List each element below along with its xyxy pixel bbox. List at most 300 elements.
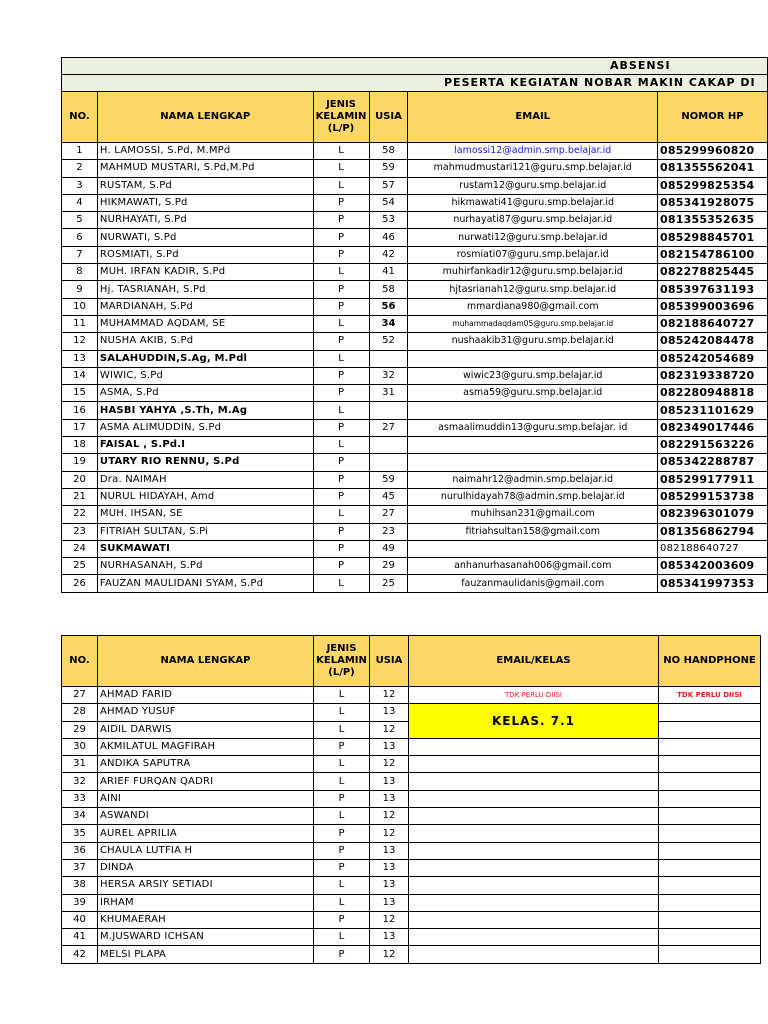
header-no: NO.: [62, 92, 98, 143]
row-no: 37: [62, 859, 98, 876]
row-phone: [659, 721, 761, 738]
table-row: [62, 488, 768, 505]
row-gender: P: [313, 488, 369, 505]
table-row: [62, 264, 768, 281]
row-phone: 085341997353: [658, 575, 768, 592]
sheet-subtitle: PESERTA KEGIATAN NOBAR MAKIN CAKAP DI: [62, 75, 768, 92]
row-email: nurhayati87@guru.smp.belajar.id: [408, 212, 658, 229]
header-no: NO.: [62, 636, 98, 687]
row-phone: [659, 877, 761, 894]
row-name: MUH. IHSAN, SE: [97, 506, 313, 523]
header-hp: NOMOR HP: [658, 92, 768, 143]
row-name: HIKMAWATI, S.Pd: [97, 194, 313, 211]
row-name: FITRIAH SULTAN, S.Pi: [97, 523, 313, 540]
row-phone: 082319338720: [658, 367, 768, 384]
row-email: muhammadaqdam05@guru.smp.belajar.id: [408, 315, 658, 332]
row-age: 12: [370, 808, 409, 825]
row-phone: 085342288787: [658, 454, 768, 471]
row-email: mmardiana980@gmail.com: [408, 298, 658, 315]
row-age: 13: [370, 894, 409, 911]
header-usia: USIA: [370, 636, 409, 687]
table-row: [62, 575, 768, 592]
row-age: 13: [370, 790, 409, 807]
row-gender: L: [314, 721, 370, 738]
row-no: 29: [62, 721, 98, 738]
row-age: 42: [369, 246, 408, 263]
row-phone: [659, 773, 761, 790]
row-phone: 082154786100: [658, 246, 768, 263]
table-row: [62, 229, 768, 246]
row-no: 1: [62, 143, 98, 160]
row-phone: 085399003696: [658, 298, 768, 315]
row-name: ASMA ALIMUDDIN, S.Pd: [97, 419, 313, 436]
row-age: 12: [370, 825, 409, 842]
table-row: [62, 506, 768, 523]
row-phone: [659, 825, 761, 842]
table-row: [62, 859, 761, 876]
row-name: DINDA: [98, 859, 314, 876]
row-email: [408, 437, 658, 454]
table-row: [62, 894, 761, 911]
table-row: [62, 825, 761, 842]
row-no: 42: [62, 946, 98, 963]
row-no: 19: [62, 454, 98, 471]
row-email: hjtasrianah12@guru.smp.belajar.id: [408, 281, 658, 298]
row-no: 36: [62, 842, 98, 859]
row-no: 6: [62, 229, 98, 246]
row-age: 54: [369, 194, 408, 211]
table-row: [62, 454, 768, 471]
row-age: 53: [369, 212, 408, 229]
row-phone: [659, 894, 761, 911]
row-email: naimahr12@admin.smp.belajar.id: [408, 471, 658, 488]
table-row: [62, 177, 768, 194]
row-gender: P: [313, 212, 369, 229]
row-email: [408, 350, 658, 367]
row-gender: P: [314, 911, 370, 928]
row-phone: 085299960820: [658, 143, 768, 160]
row-gender: P: [313, 540, 369, 557]
table-row: [62, 790, 761, 807]
row-gender: L: [314, 756, 370, 773]
table-row: [62, 333, 768, 350]
table-row: [62, 842, 761, 859]
row-no: 24: [62, 540, 98, 557]
row-gender: P: [313, 194, 369, 211]
row-age: 59: [369, 160, 408, 177]
row-gender: L: [313, 437, 369, 454]
row-email: muhihsan231@gmail.com: [408, 506, 658, 523]
table-row: [62, 738, 761, 755]
table-row: [62, 315, 768, 332]
table-row: [62, 419, 768, 436]
attendance-table-students: [61, 635, 761, 964]
row-phone: 082280948818: [658, 385, 768, 402]
row-no: 25: [62, 558, 98, 575]
row-name: HERSA ARSIY SETIADI: [98, 877, 314, 894]
row-phone: 082278825445: [658, 264, 768, 281]
row-age: 52: [369, 333, 408, 350]
row-no: 39: [62, 894, 98, 911]
row-email: asmaalimuddin13@guru.smp.belajar. id: [408, 419, 658, 436]
row-phone: 085299825354: [658, 177, 768, 194]
row-email: [408, 402, 658, 419]
header-nama: NAMA LENGKAP: [97, 92, 313, 143]
row-age: 59: [369, 471, 408, 488]
row-phone: 082291563226: [658, 437, 768, 454]
row-no: 11: [62, 315, 98, 332]
row-phone: 082188640727: [658, 540, 768, 557]
row-age: 13: [370, 738, 409, 755]
row-phone: 085397631193: [658, 281, 768, 298]
table-row: [62, 367, 768, 384]
row-age: 34: [369, 315, 408, 332]
row-age: 12: [370, 911, 409, 928]
row-age: 57: [369, 177, 408, 194]
row-gender: L: [313, 177, 369, 194]
row-phone: [659, 704, 761, 721]
row-name: NURUL HIDAYAH, Amd: [97, 488, 313, 505]
row-name: NUSHA AKIB, S.Pd: [97, 333, 313, 350]
sheet-title: ABSENSI: [62, 58, 768, 75]
row-no: 21: [62, 488, 98, 505]
row-age: 58: [369, 281, 408, 298]
table-row: [62, 558, 768, 575]
table-row: [62, 281, 768, 298]
row-name: H. LAMOSSI, S.Pd, M.MPd: [97, 143, 313, 160]
student-sheet: [61, 635, 761, 964]
table-row: [62, 471, 768, 488]
row-age: 13: [370, 773, 409, 790]
row-no: 38: [62, 877, 98, 894]
row-gender: L: [313, 264, 369, 281]
row-phone: 085298845701: [658, 229, 768, 246]
row-gender: P: [313, 281, 369, 298]
row-gender: P: [313, 367, 369, 384]
row-gender: P: [314, 738, 370, 755]
row-age: 56: [369, 298, 408, 315]
row-name: SUKMAWATI: [97, 540, 313, 557]
row-email: [408, 540, 658, 557]
row-gender: L: [313, 143, 369, 160]
row-name: MAHMUD MUSTARI, S.Pd,M.Pd: [97, 160, 313, 177]
row-age: 12: [370, 721, 409, 738]
row-name: ASMA, S.Pd: [97, 385, 313, 402]
table-row: [62, 911, 761, 928]
row-age: 41: [369, 264, 408, 281]
row-email: [409, 756, 659, 773]
row-gender: L: [313, 575, 369, 592]
row-name: ARIEF FURQAN QADRI: [98, 773, 314, 790]
row-email: muhirfankadir12@guru.smp.belajar.id: [408, 264, 658, 281]
row-no: 23: [62, 523, 98, 540]
subtitle-row: [62, 75, 768, 92]
row-gender: L: [314, 704, 370, 721]
row-no: 3: [62, 177, 98, 194]
row-age: 58: [369, 143, 408, 160]
row-name: NURWATI, S.Pd: [97, 229, 313, 246]
row-gender: P: [313, 523, 369, 540]
row-age: [369, 350, 408, 367]
row-gender: P: [313, 419, 369, 436]
row-phone: [659, 911, 761, 928]
row-gender: P: [313, 385, 369, 402]
row-email: [409, 773, 659, 790]
row-gender: L: [314, 929, 370, 946]
row-phone: 081356862794: [658, 523, 768, 540]
row-no: 26: [62, 575, 98, 592]
row-gender: P: [313, 454, 369, 471]
table-row: [62, 704, 761, 721]
row-no: 14: [62, 367, 98, 384]
table-row: [62, 877, 761, 894]
row-gender: L: [313, 402, 369, 419]
row-phone: [659, 738, 761, 755]
row-age: 23: [369, 523, 408, 540]
row-name: Dra. NAIMAH: [97, 471, 313, 488]
row-name: MUHAMMAD AQDAM, SE: [97, 315, 313, 332]
attendance-sheet: [61, 57, 768, 593]
table-row: [62, 756, 761, 773]
row-name: NURHAYATI, S.Pd: [97, 212, 313, 229]
row-no: 12: [62, 333, 98, 350]
class-label: KELAS. 7.1: [409, 704, 659, 739]
row-phone: [659, 946, 761, 963]
row-phone: 082188640727: [658, 315, 768, 332]
row-gender: P: [313, 471, 369, 488]
row-no: 22: [62, 506, 98, 523]
row-no: 4: [62, 194, 98, 211]
row-email: anhanurhasanah006@gmail.com: [408, 558, 658, 575]
row-gender: L: [313, 506, 369, 523]
header-email: EMAIL: [408, 92, 658, 143]
table-row: [62, 160, 768, 177]
row-age: [369, 437, 408, 454]
row-gender: P: [314, 790, 370, 807]
row-email: hikmawati41@guru.smp.belajar.id: [408, 194, 658, 211]
row-gender: P: [313, 246, 369, 263]
row-phone: 081355352635: [658, 212, 768, 229]
row-email: rosmiati07@guru.smp.belajar.id: [408, 246, 658, 263]
table-row: [62, 143, 768, 160]
row-name: AIDIL DARWIS: [98, 721, 314, 738]
row-phone: [659, 859, 761, 876]
row-email: [409, 842, 659, 859]
row-phone: [659, 790, 761, 807]
row-phone: 082396301079: [658, 506, 768, 523]
row-no: 40: [62, 911, 98, 928]
row-name: IRHAM: [98, 894, 314, 911]
row-email: mahmudmustari121@guru.smp.belajar.id: [408, 160, 658, 177]
row-email: lamossi12@admin.smp.belajar.id: [408, 143, 658, 160]
row-phone: 085242054689: [658, 350, 768, 367]
row-no: 9: [62, 281, 98, 298]
row-gender: P: [314, 859, 370, 876]
row-name: AUREL APRILIA: [98, 825, 314, 842]
row-gender: L: [313, 350, 369, 367]
row-no: 20: [62, 471, 98, 488]
row-no: 27: [62, 687, 98, 704]
row-phone: 085231101629: [658, 402, 768, 419]
row-email: wiwic23@guru.smp.belajar.id: [408, 367, 658, 384]
row-name: FAUZAN MAULIDANI SYAM, S.Pd: [97, 575, 313, 592]
email-note: TDK PERLU DIISI: [409, 687, 659, 704]
row-phone: 085342003609: [658, 558, 768, 575]
row-email: rustam12@guru.smp.belajar.id: [408, 177, 658, 194]
table-row: [62, 773, 761, 790]
row-email: fauzanmaulidanis@gmail.com: [408, 575, 658, 592]
row-phone: 085299153738: [658, 488, 768, 505]
row-email: [408, 454, 658, 471]
row-gender: P: [314, 842, 370, 859]
row-phone: 085242084478: [658, 333, 768, 350]
row-name: ANDIKA SAPUTRA: [98, 756, 314, 773]
row-no: 33: [62, 790, 98, 807]
row-phone: 081355562041: [658, 160, 768, 177]
row-name: AHMAD FARID: [98, 687, 314, 704]
table-row: [62, 194, 768, 211]
attendance-table-teachers: [61, 57, 768, 593]
phone-note: TDK PERLU DIISI: [659, 687, 761, 704]
row-gender: P: [314, 825, 370, 842]
row-gender: L: [314, 894, 370, 911]
row-phone: [659, 929, 761, 946]
row-name: CHAULA LUTFIA H: [98, 842, 314, 859]
row-no: 17: [62, 419, 98, 436]
row-email: [409, 894, 659, 911]
row-age: [369, 402, 408, 419]
row-name: MUH. IRFAN KADIR, S.Pd: [97, 264, 313, 281]
row-name: MARDIANAH, S.Pd: [97, 298, 313, 315]
row-name: MELSI PLAPA: [98, 946, 314, 963]
row-age: 13: [370, 704, 409, 721]
table-row: [62, 808, 761, 825]
table-row: [62, 437, 768, 454]
row-name: FAISAL , S.Pd.I: [97, 437, 313, 454]
row-age: 45: [369, 488, 408, 505]
row-no: 8: [62, 264, 98, 281]
row-email: [409, 738, 659, 755]
row-email: nurulhidayah78@admin.smp.belajar.id: [408, 488, 658, 505]
table-row: [62, 523, 768, 540]
row-gender: L: [313, 315, 369, 332]
row-email: asma59@guru.smp.belajar.id: [408, 385, 658, 402]
table-row: [62, 350, 768, 367]
row-gender: L: [314, 808, 370, 825]
row-phone: 085341928075: [658, 194, 768, 211]
row-name: UTARY RIO RENNU, S.Pd: [97, 454, 313, 471]
row-no: 2: [62, 160, 98, 177]
row-name: Hj. TASRIANAH, S.Pd: [97, 281, 313, 298]
table-row: [62, 402, 768, 419]
row-age: 29: [369, 558, 408, 575]
row-no: 13: [62, 350, 98, 367]
row-age: 13: [370, 859, 409, 876]
row-name: SALAHUDDIN,S.Ag, M.Pdl: [97, 350, 313, 367]
table-row: [62, 246, 768, 263]
row-name: ASWANDI: [98, 808, 314, 825]
row-email: nurwati12@guru.smp.belajar.id: [408, 229, 658, 246]
row-gender: P: [313, 298, 369, 315]
table-header: [62, 636, 761, 687]
row-gender: L: [314, 877, 370, 894]
row-name: AHMAD YUSUF: [98, 704, 314, 721]
row-age: 12: [370, 687, 409, 704]
row-email: [409, 946, 659, 963]
row-phone: [659, 808, 761, 825]
row-gender: L: [314, 687, 370, 704]
row-no: 34: [62, 808, 98, 825]
row-gender: P: [313, 229, 369, 246]
row-email: [409, 911, 659, 928]
row-age: 49: [369, 540, 408, 557]
row-age: 31: [369, 385, 408, 402]
row-no: 31: [62, 756, 98, 773]
row-no: 16: [62, 402, 98, 419]
row-no: 5: [62, 212, 98, 229]
row-phone: 085299177911: [658, 471, 768, 488]
header-jenis-kelamin: JENIS KELAMIN (L/P): [314, 636, 370, 687]
row-age: 46: [369, 229, 408, 246]
row-no: 30: [62, 738, 98, 755]
header-jenis-kelamin: JENIS KELAMIN (L/P): [313, 92, 369, 143]
row-phone: 082349017446: [658, 419, 768, 436]
row-age: 13: [370, 842, 409, 859]
header-nama: NAMA LENGKAP: [98, 636, 314, 687]
row-name: HASBI YAHYA ,S.Th, M.Ag: [97, 402, 313, 419]
header-email-kelas: EMAIL/KELAS: [409, 636, 659, 687]
row-age: 12: [370, 756, 409, 773]
row-no: 15: [62, 385, 98, 402]
row-no: 18: [62, 437, 98, 454]
row-no: 35: [62, 825, 98, 842]
row-email: [409, 929, 659, 946]
row-email: [409, 790, 659, 807]
row-gender: P: [313, 333, 369, 350]
row-name: WIWIC, S.Pd: [97, 367, 313, 384]
row-age: 32: [369, 367, 408, 384]
row-age: 27: [369, 506, 408, 523]
row-no: 7: [62, 246, 98, 263]
row-gender: P: [313, 558, 369, 575]
row-no: 28: [62, 704, 98, 721]
table-row: [62, 687, 761, 704]
row-name: M.JUSWARD ICHSAN: [98, 929, 314, 946]
table-row: [62, 929, 761, 946]
row-age: 25: [369, 575, 408, 592]
table-row: [62, 212, 768, 229]
row-name: KHUMAERAH: [98, 911, 314, 928]
row-name: NURHASANAH, S.Pd: [97, 558, 313, 575]
row-no: 41: [62, 929, 98, 946]
header-handphone: NO HANDPHONE: [659, 636, 761, 687]
row-email: nushaakib31@guru.smp.belajar.id: [408, 333, 658, 350]
row-email: [409, 859, 659, 876]
row-name: RUSTAM, S.Pd: [97, 177, 313, 194]
row-gender: L: [313, 160, 369, 177]
row-email: [409, 877, 659, 894]
title-row: [62, 58, 768, 75]
table-header: [62, 92, 768, 143]
row-no: 32: [62, 773, 98, 790]
row-age: 13: [370, 929, 409, 946]
table-row: [62, 385, 768, 402]
header-usia: USIA: [369, 92, 408, 143]
row-phone: [659, 842, 761, 859]
row-gender: P: [314, 946, 370, 963]
row-phone: [659, 756, 761, 773]
row-age: 13: [370, 877, 409, 894]
